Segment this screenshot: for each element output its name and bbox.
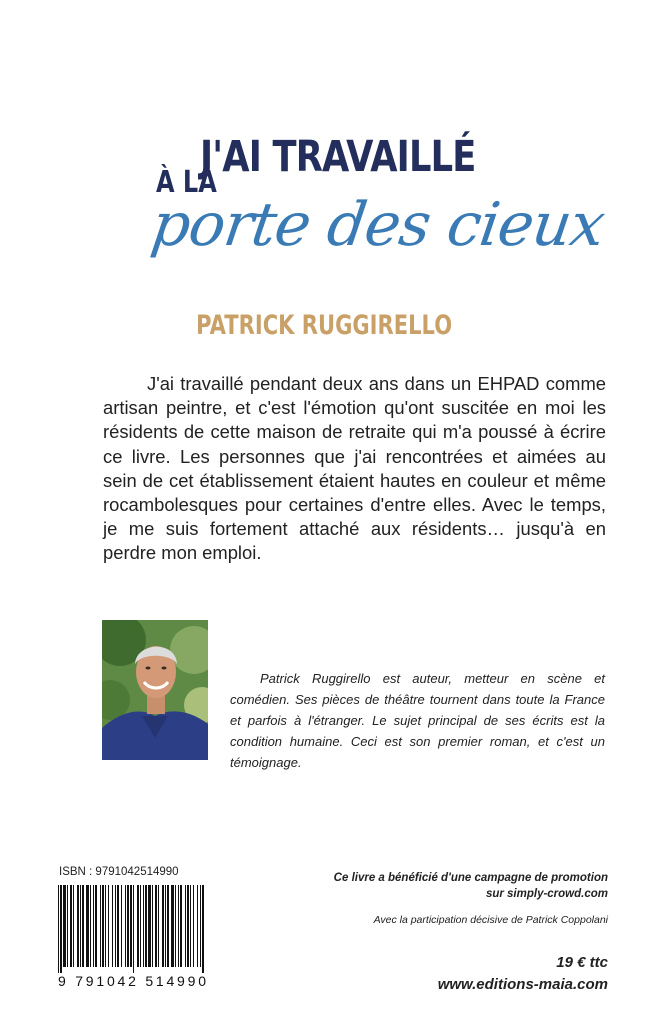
promo-line-2: sur simply-crowd.com	[485, 888, 608, 900]
author-bio: Patrick Ruggirello est auteur, metteur en scène et comédien. Ses pièces de théâtre tournent dans toute la France et parfois à l'étranger. Le sujet principal de ses écrits est la condition humaine. Ceci est son premier roman, et c'est un témoignage.	[230, 671, 605, 770]
cover-title	[0, 0, 648, 290]
barcode-bar	[137, 885, 139, 967]
barcode-bar	[152, 885, 153, 967]
barcode-bar	[100, 885, 101, 967]
barcode-bar	[105, 885, 106, 967]
barcode-bar	[112, 885, 113, 967]
barcode-bar	[130, 885, 132, 967]
barcode-bar	[145, 885, 147, 967]
title-script-line: porte des cieux	[147, 190, 609, 260]
barcode-bar	[121, 885, 122, 967]
author-name: PATRICK RUGGIRELLO	[195, 310, 453, 341]
barcode-bar	[102, 885, 104, 967]
barcode-bar	[175, 885, 176, 967]
barcode-bar	[95, 885, 97, 967]
participation-note: Avec la participation décisive de Patrick Coppolani	[373, 914, 608, 926]
barcode-bar	[117, 885, 119, 967]
promo-line-1: Ce livre a bénéficié d'une campagne de promotion	[333, 872, 608, 884]
publisher-website: www.editions-maia.com	[437, 976, 608, 993]
barcode-bar	[70, 885, 72, 967]
barcode-bar	[180, 885, 182, 967]
barcode-bar	[82, 885, 84, 967]
barcode-bar	[90, 885, 91, 967]
price: 19 € ttc	[556, 954, 608, 971]
barcode-bar	[165, 885, 166, 967]
barcode-bar	[80, 885, 81, 967]
barcode-bar	[108, 885, 109, 967]
barcode-bar	[193, 885, 194, 967]
barcode-bar	[63, 885, 66, 967]
barcode-bar	[178, 885, 179, 967]
barcode-bar	[171, 885, 174, 967]
barcode-bar	[155, 885, 157, 967]
isbn-label: ISBN : 9791042514990	[59, 866, 179, 878]
barcode-bar	[86, 885, 89, 967]
barcode-bar	[93, 885, 94, 967]
title-line-1: J'AI TRAVAILLÉ	[200, 132, 476, 182]
barcode-bar	[133, 885, 134, 973]
barcode-bar	[158, 885, 159, 967]
barcode-bar	[202, 885, 204, 973]
author-photo	[102, 620, 208, 760]
barcode-bar	[67, 885, 68, 967]
barcode-bar	[167, 885, 169, 967]
barcode-bar	[127, 885, 129, 967]
barcode-bar	[125, 885, 126, 967]
title-prefix: À LA	[156, 165, 217, 200]
barcode-bar	[185, 885, 186, 967]
barcode-bar	[190, 885, 191, 967]
barcode-bar	[77, 885, 79, 967]
author-portrait-image	[102, 620, 208, 760]
barcode-bar	[148, 885, 151, 967]
barcode-bar	[197, 885, 198, 967]
barcode-bar	[115, 885, 116, 967]
barcode-bar	[73, 885, 74, 967]
barcode-bar	[140, 885, 141, 967]
barcode-bar	[187, 885, 189, 967]
barcode	[56, 883, 208, 989]
barcode-bar	[58, 885, 59, 973]
barcode-bar	[143, 885, 144, 967]
barcode-bar	[162, 885, 164, 967]
barcode-bar	[200, 885, 201, 967]
barcode-digits: 9 791042 514990	[58, 973, 206, 989]
back-cover-blurb: J'ai travaillé pendant deux ans dans un EHPAD comme artisan peintre, et c'est l'émotion qu'ont suscitée en moi les résidents de cette maison de retraite qui m'a poussé à écrire ce livre. Les personnes que j'ai rencontrées et aimées au sein de cet établissement étaient hautes en couleur et même rocambolesques pour certaines d'entre elles. Avec le temps, je me suis fortement attaché aux résidents… jusqu'à en perdre mon emploi.	[103, 373, 606, 564]
barcode-bar	[60, 885, 62, 973]
promo-note	[334, 870, 608, 902]
